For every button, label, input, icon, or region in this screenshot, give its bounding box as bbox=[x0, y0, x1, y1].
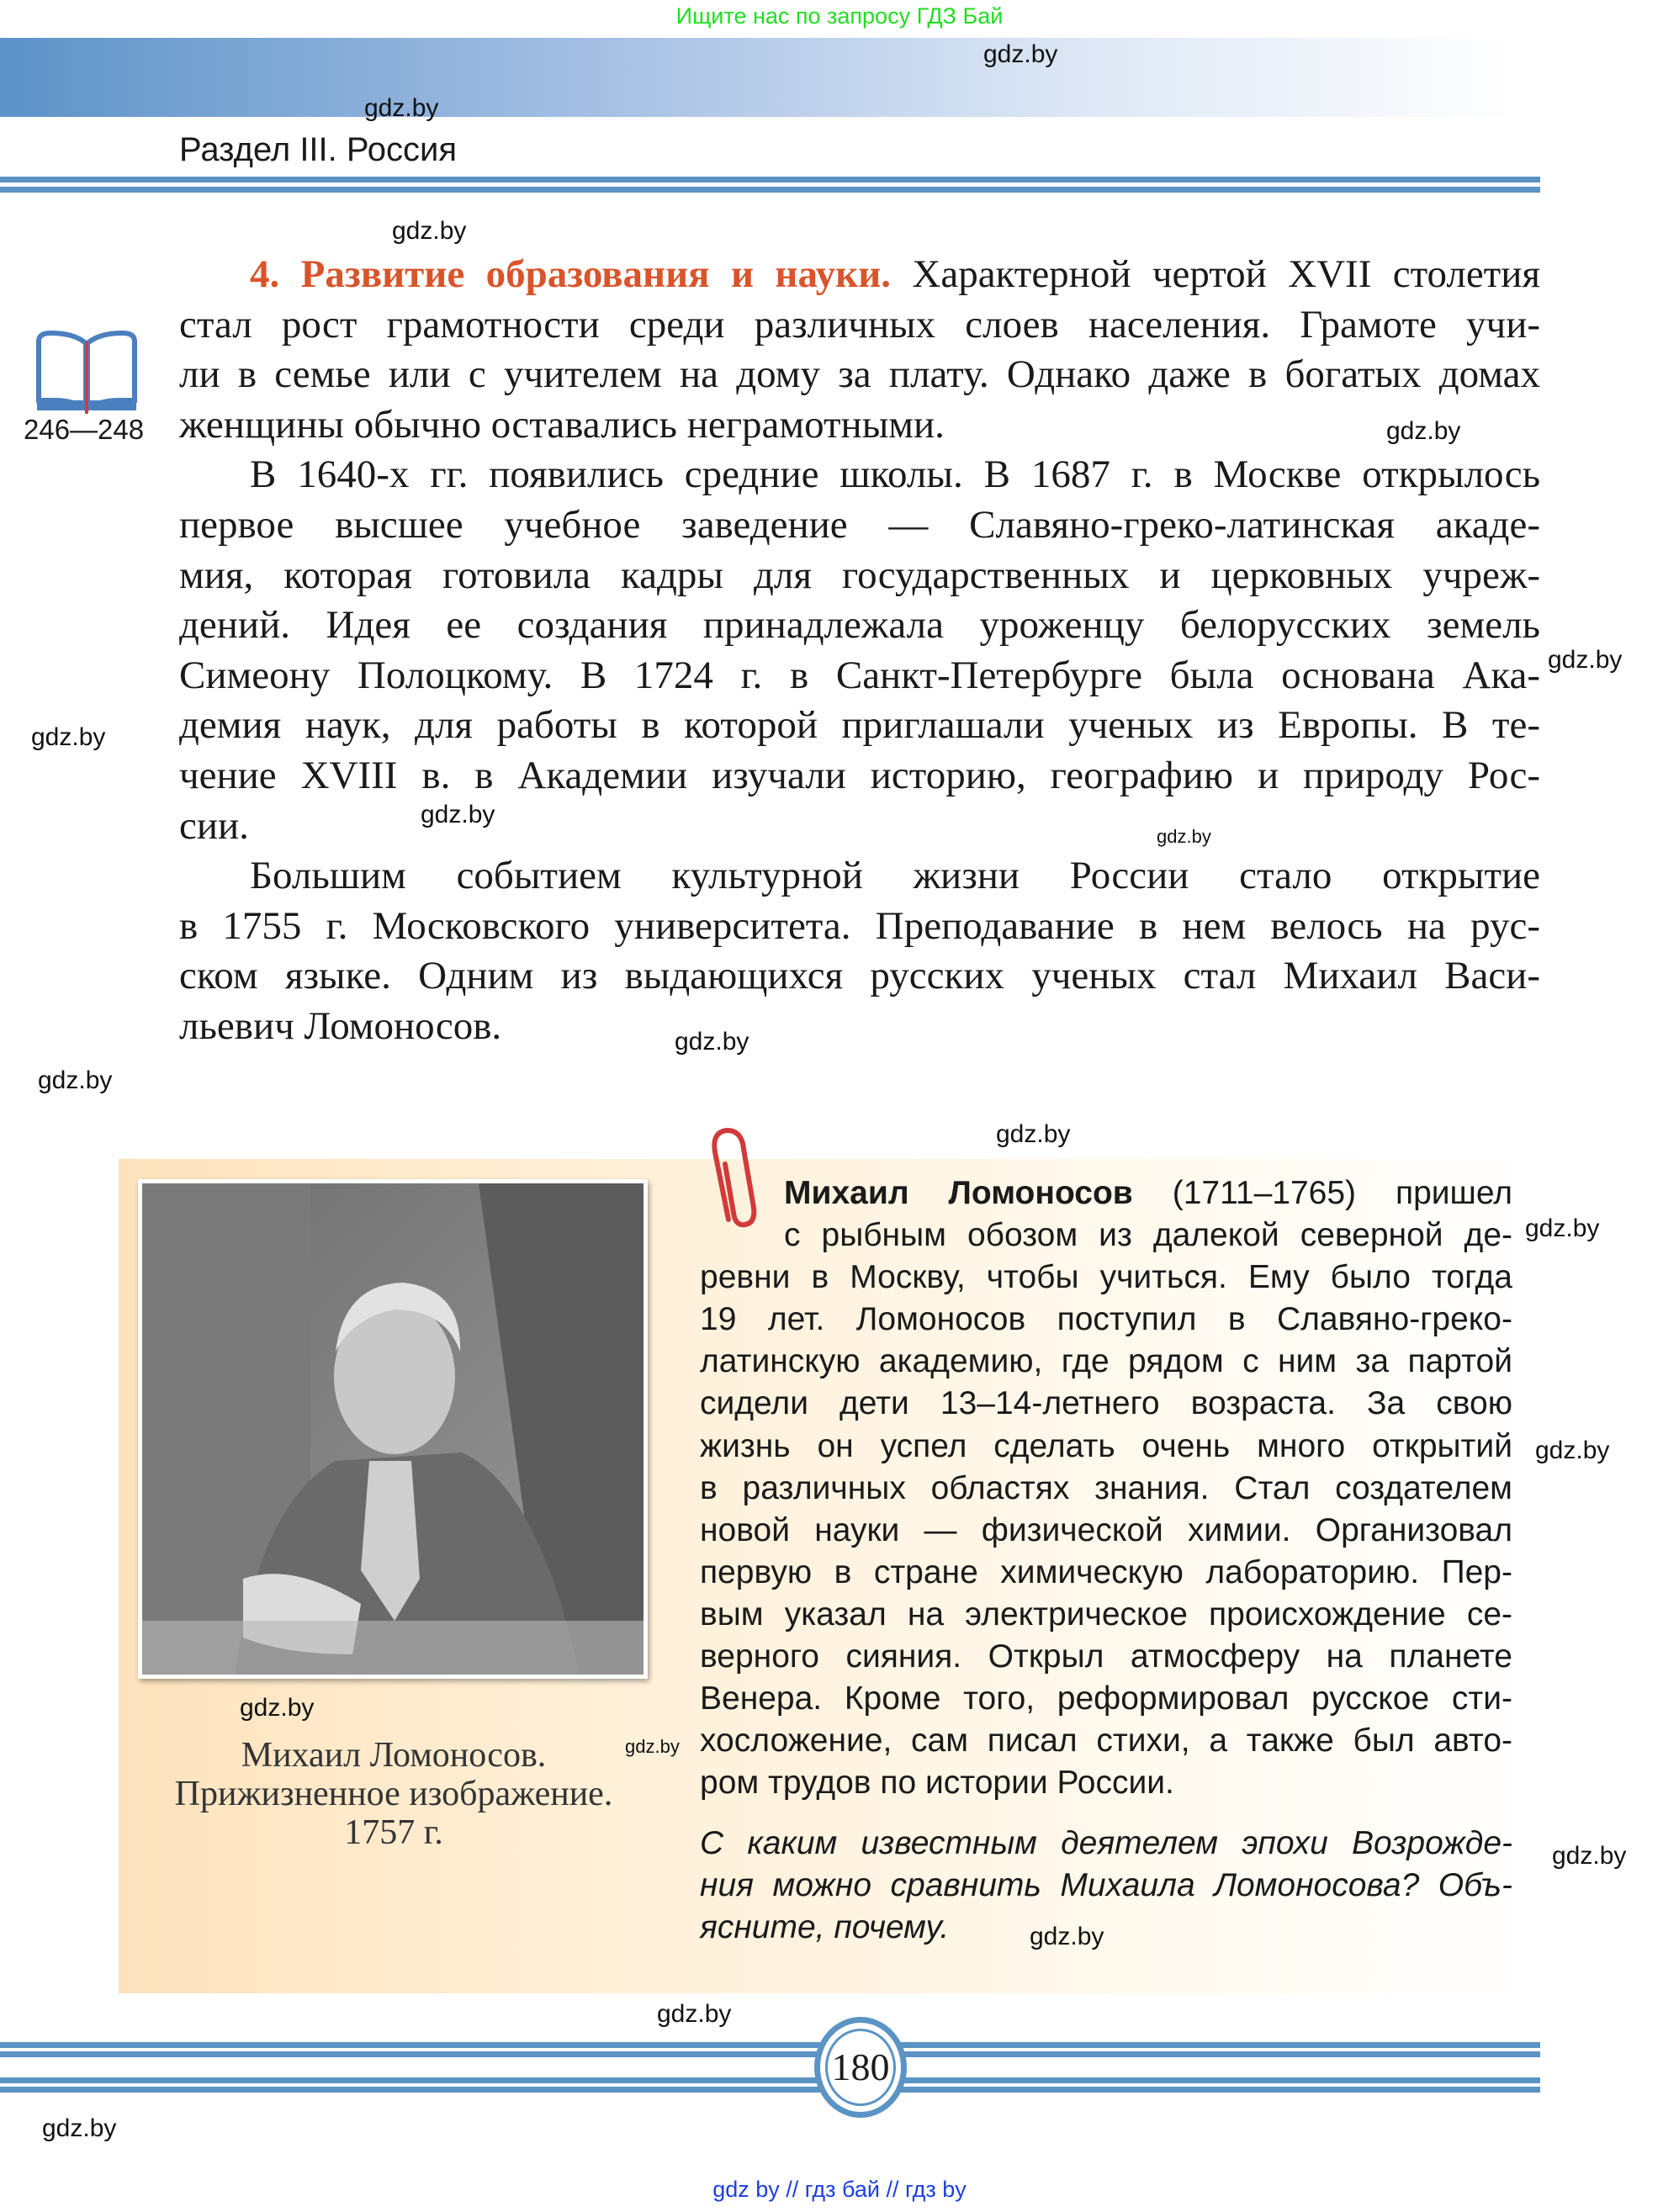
footer-rule bbox=[0, 2042, 1540, 2048]
watermark: gdz.by bbox=[1157, 826, 1211, 847]
text-line: Венера. Кроме того, реформировал русское сти- bbox=[700, 1680, 1512, 1717]
biography-text bbox=[700, 1172, 1512, 1804]
watermark: gdz.by bbox=[31, 723, 106, 751]
footer-rule bbox=[0, 2087, 1540, 2093]
text-line: в различных областях знания. Стал создателем bbox=[700, 1469, 1512, 1506]
book-icon bbox=[34, 330, 140, 414]
text-line: вым указал на электрическое происхождение се- bbox=[700, 1595, 1512, 1633]
question-line: ния можно сравнить Михаила Ломоносова? Объ- bbox=[700, 1867, 1512, 1903]
text-line: жизнь он успел сделать очень много открытий bbox=[700, 1427, 1512, 1464]
text-line: дений. Идея ее создания принадлежала уроженцу белорусских земель bbox=[179, 603, 1540, 648]
watermark: gdz.by bbox=[657, 2000, 732, 2028]
text-line: ром трудов по истории России. bbox=[700, 1765, 1174, 1802]
text-line: женщины обычно оставались неграмотными. bbox=[179, 402, 945, 447]
watermark: gdz.by bbox=[240, 1694, 315, 1722]
question-line: С каким известным деятелем эпохи Возрожде- bbox=[700, 1825, 1512, 1861]
person-name: Михаил Ломоносов bbox=[784, 1175, 1133, 1211]
text-line: в 1755 г. Московского университета. Преподавание в нем велось на рус- bbox=[179, 903, 1540, 948]
text-line: верного сияния. Открыл атмосферу на планете bbox=[700, 1638, 1512, 1675]
text-line: ском языке. Одним из выдающихся русских ученых стал Михаил Васи- bbox=[179, 954, 1540, 998]
footer-rule bbox=[0, 2077, 1540, 2083]
text-line: сии. bbox=[179, 803, 249, 848]
text-line: Симеону Полоцкому. В 1724 г. в Санкт-Петербурге была основана Ака- bbox=[179, 653, 1540, 697]
text-line: первое высшее учебное заведение — Славяно-греко-латинская акаде- bbox=[179, 502, 1540, 547]
watermark: gdz.by bbox=[1030, 1923, 1104, 1950]
header-band bbox=[0, 38, 1514, 117]
text-line: первую в стране химическую лабораторию. Пер- bbox=[700, 1553, 1512, 1590]
footer-links[interactable]: gdz by // гдз бай // гдз by bbox=[712, 2177, 967, 2202]
text-line: В 1640-х гг. появились средние школы. В 1687 г. в Москве открылось bbox=[250, 452, 1540, 497]
watermark: gdz.by bbox=[392, 217, 467, 245]
watermark: gdz.by bbox=[364, 94, 439, 122]
text-line: ревни в Москву, чтобы учиться. Ему было тогда bbox=[700, 1259, 1512, 1296]
watermark: gdz.by bbox=[1548, 646, 1623, 674]
watermark: gdz.by bbox=[1525, 1214, 1600, 1242]
header-rule bbox=[0, 177, 1540, 183]
text-line: льевич Ломоносов. bbox=[179, 1003, 502, 1048]
text-line: новой науки — физической химии. Организовал bbox=[700, 1511, 1512, 1548]
text-line: хосложение, сам писал стихи, а также был авто- bbox=[700, 1723, 1512, 1760]
text-line: 4. Развитие образования и науки. Характерной чертой XVII столетия bbox=[250, 252, 1540, 296]
watermark: gdz.by bbox=[42, 2114, 117, 2142]
page-number: 180 bbox=[831, 2045, 890, 2088]
footer-rule bbox=[0, 2051, 1540, 2057]
question-line: ясните, почему. bbox=[700, 1909, 950, 1945]
watermark: gdz.by bbox=[1552, 1842, 1627, 1870]
lomonosov-portrait bbox=[138, 1179, 648, 1679]
header-rule bbox=[0, 187, 1540, 193]
text-line: чение XVIII в. в Академии изучали историю, географию и природу Рос- bbox=[179, 753, 1540, 797]
top-note: Ищите нас по запросу ГДЗ Бай bbox=[675, 3, 1004, 29]
watermark: gdz.by bbox=[983, 40, 1058, 68]
textbook-reference: 246—248 bbox=[24, 414, 145, 445]
watermark: gdz.by bbox=[1386, 417, 1461, 445]
text-line: с рыбным обозом из далекой северной де- bbox=[784, 1217, 1512, 1254]
watermark: gdz.by bbox=[1535, 1437, 1610, 1464]
text-line: мия, которая готовила кадры для государственных и церковных учреж- bbox=[179, 553, 1540, 597]
main-text bbox=[179, 250, 1540, 1052]
watermark: gdz.by bbox=[625, 1736, 680, 1757]
portrait-caption: Михаил Ломоносов. Прижизненное изображение. 1757 г. bbox=[174, 1736, 613, 1852]
text-line: стал рост грамотности среди различных слоев населения. Грамоте учи- bbox=[179, 302, 1540, 347]
text-line: латинскую академию, где рядом с ним за партой bbox=[700, 1343, 1512, 1380]
text-line: сидели дети 13–14-летнего возраста. За свою bbox=[700, 1385, 1512, 1422]
section-title: Раздел III. Россия bbox=[179, 131, 458, 168]
text-line: Большим событием культурной жизни России стало открытие bbox=[250, 854, 1540, 898]
watermark: gdz.by bbox=[996, 1120, 1071, 1148]
watermark: gdz.by bbox=[421, 801, 495, 828]
paragraph-heading: 4. Развитие образования и науки. bbox=[250, 252, 892, 296]
text-line: ли в семье или с учителем на дому за плату. Однако даже в богатых домах bbox=[179, 352, 1540, 397]
question bbox=[700, 1823, 1512, 1949]
watermark: gdz.by bbox=[675, 1028, 749, 1056]
text-line: демия наук, для работы в которой приглашали ученых из Европы. В те- bbox=[179, 703, 1540, 748]
text-line: 19 лет. Ломоносов поступил в Славяно-греко- bbox=[700, 1301, 1512, 1338]
watermark: gdz.by bbox=[38, 1066, 113, 1094]
text-line: Михаил Ломоносов (1711–1765) пришел bbox=[784, 1175, 1512, 1211]
